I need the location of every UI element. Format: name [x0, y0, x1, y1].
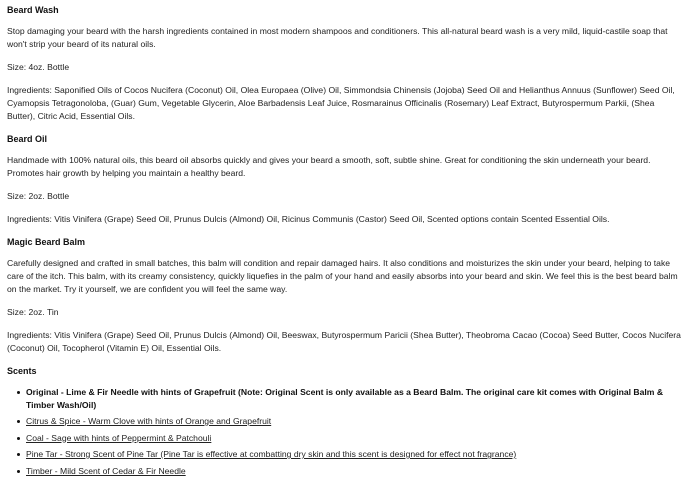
- product-size: Size: 2oz. Tin: [7, 307, 59, 317]
- section-title: Beard Wash: [7, 5, 59, 15]
- product-size: Size: 4oz. Bottle: [7, 62, 70, 72]
- list-item: [18, 448, 683, 461]
- scent-item-original: Original - Lime & Fir Needle with hints of Grapefruit (Note: Original Scent is only available as a Beard Balm. The original care kit comes with Original Balm & Timber Wash/Oil): [18, 386, 683, 411]
- product-ingredients: Ingredients: Vitis Vinifera (Grape) Seed Oil, Prunus Dulcis (Almond) Oil, Beeswax, Butyrospermum Paricii (Shea Butter), Theobroma Cacao (Cocoa) Seed Butter, Cocos Nucifera (Coconut) Oil, Tocopherol (Vitamin E) Oil, Essential Oils.: [7, 330, 681, 353]
- scents-section: [7, 365, 683, 477]
- scent-link-citrus-spice[interactable]: Citrus & Spice - Warm Clove with hints of Orange and Grapefruit: [26, 416, 272, 426]
- beard-oil-section: [7, 133, 683, 226]
- beard-wash-section: [7, 4, 683, 123]
- magic-beard-balm-section: [7, 236, 683, 355]
- product-size: Size: 2oz. Bottle: [7, 191, 70, 201]
- scent-link-timber[interactable]: Timber - Mild Scent of Cedar & Fir Needle: [26, 465, 186, 476]
- product-ingredients: Ingredients: Saponified Oils of Cocos Nucifera (Coconut) Oil, Olea Europaea (Olive) Oil, Simmondsia Chinensis (Jojoba) Seed Oil and Helianthus Annuus (Sunflower) Seed Oil, Cyamopsis Tetragonoloba, (Guar) Gum, Vegetable Glycerin, Aloe Barbadensis Leaf Juice, Rosmarainus Officinalis (Rosemary) Leaf Extract, Butyrospermum Parkii, (Shea Butter), Citric Acid, Essential Oils.: [7, 85, 675, 121]
- scents-list: [7, 386, 683, 477]
- list-item: [18, 432, 683, 445]
- section-title: Magic Beard Balm: [7, 237, 86, 247]
- scent-link-pine-tar[interactable]: Pine Tar - Strong Scent of Pine Tar (Pine Tar is effective at combatting dry skin and this scent is designed for effect not fragrance): [26, 449, 517, 459]
- section-title: Beard Oil: [7, 134, 48, 144]
- list-item: [18, 465, 683, 478]
- product-description: Stop damaging your beard with the harsh ingredients contained in most modern shampoos and conditioners. This all-natural beard wash is a very mild, liquid-castile soap that won't strip your beard of its natural oils.: [7, 26, 668, 49]
- scent-link-coal[interactable]: Coal - Sage with hints of Peppermint & Patchouli: [26, 432, 212, 443]
- product-description: Handmade with 100% natural oils, this beard oil absorbs quickly and gives your beard a smooth, soft, subtle shine. Great for conditioning the skin underneath your beard. Promotes hair growth by helping you maintain a healthy beard.: [7, 155, 651, 178]
- list-item: [18, 415, 683, 428]
- product-ingredients: Ingredients: Vitis Vinifera (Grape) Seed Oil, Prunus Dulcis (Almond) Oil, Ricinus Communis (Castor) Seed Oil, Scented options contain Scented Essential Oils.: [7, 214, 610, 224]
- section-title: Scents: [7, 366, 37, 376]
- product-description: Carefully designed and crafted in small batches, this balm will condition and repair damaged hairs. It also conditions and moisturizes the skin under your beard, helping to take care of the itch. This balm, with its creamy consistency, quickly liquefies in the palm of your hand and easily absorbs into your beard and skin. We feel this is the best beard balm on the market. Try it yourself, we are confident you will feel the same way.: [7, 258, 678, 294]
